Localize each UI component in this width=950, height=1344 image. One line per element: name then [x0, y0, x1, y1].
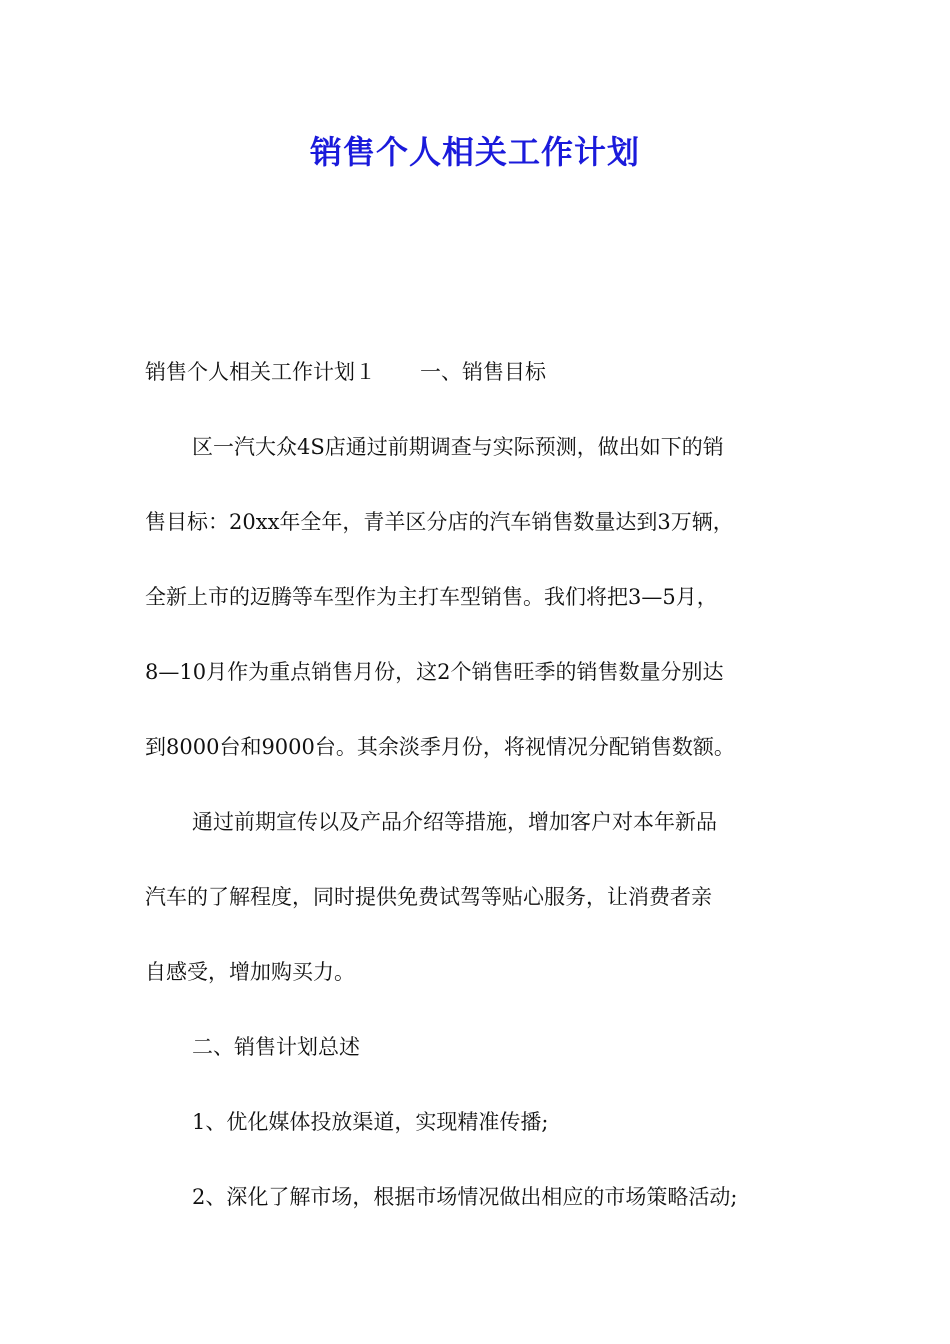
paragraph-line	[145, 335, 825, 410]
section-heading: 销售个人相关工作计划１	[145, 360, 376, 384]
list-item: 1、优化媒体投放渠道，实现精准传播;	[192, 1110, 549, 1134]
paragraph-line: 到8000台和9000台。其余淡季月份，将视情况分配销售数额。	[145, 735, 735, 759]
paragraph-line: 自感受，增加购买力。	[145, 960, 355, 984]
subsection-heading: 一、销售目标	[420, 360, 546, 384]
paragraph-line: 通过前期宣传以及产品介绍等措施，增加客户对本年新品	[192, 810, 717, 834]
paragraph-line: 区一汽大众4S店通过前期调查与实际预测，做出如下的销	[192, 435, 724, 459]
document-body	[145, 335, 825, 1235]
list-item: 2、深化了解市场，根据市场情况做出相应的市场策略活动;	[192, 1185, 738, 1209]
paragraph-line: 汽车的了解程度，同时提供免费试驾等贴心服务，让消费者亲	[145, 885, 712, 909]
paragraph-line: 售目标：20xx年全年，青羊区分店的汽车销售数量达到3万辆，	[145, 510, 734, 534]
paragraph-line: 全新上市的迈腾等车型作为主打车型销售。我们将把3—5月，	[145, 585, 718, 609]
section-heading: 二、销售计划总述	[192, 1035, 360, 1059]
paragraph-line: 8—10月作为重点销售月份，这2个销售旺季的销售数量分别达	[145, 660, 724, 684]
document-title: 销售个人相关工作计划	[309, 133, 640, 171]
